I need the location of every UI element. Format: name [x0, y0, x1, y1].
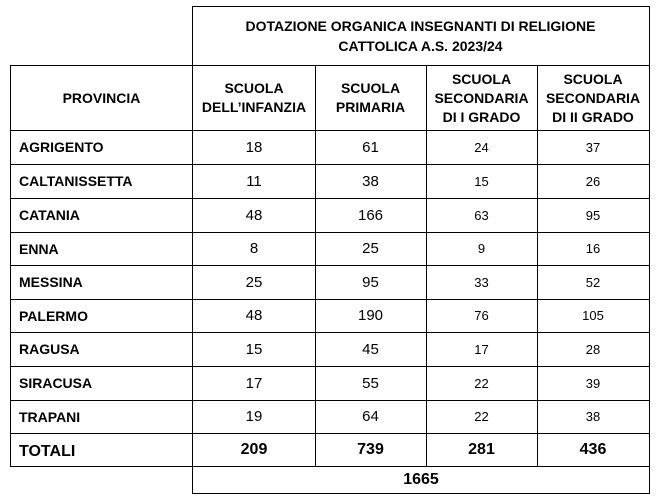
divider — [10, 65, 11, 467]
header-infanzia — [193, 66, 315, 130]
table-title-line-1: DOTAZIONE ORGANICA INSEGNANTI DI RELIGIONE — [245, 17, 596, 34]
row-primaria: 166 — [357, 206, 384, 224]
divider — [10, 299, 650, 300]
divider — [537, 65, 538, 467]
divider — [10, 232, 650, 233]
header-sec1-line-3: DI I GRADO — [442, 108, 521, 125]
row-infanzia: 25 — [245, 273, 263, 291]
divider — [649, 6, 650, 494]
row-primaria: 55 — [362, 374, 379, 392]
header-primaria-line-1: SCUOLA — [340, 80, 401, 96]
header-sec2 — [537, 66, 649, 130]
row-provincia: MESSINA — [19, 274, 83, 290]
row-sec1: 9 — [477, 241, 486, 256]
divider — [10, 400, 650, 401]
row-sec2: 37 — [585, 139, 601, 155]
divider — [10, 332, 650, 333]
divider — [10, 265, 650, 266]
header-infanzia-line-1: SCUOLA — [224, 80, 284, 96]
divider — [10, 130, 650, 131]
table-title-line-2: CATTOLICA A.S. 2023/24 — [338, 37, 503, 54]
row-sec1: 22 — [474, 409, 489, 424]
divider — [10, 164, 650, 165]
row-primaria: 25 — [362, 240, 379, 257]
row-sec2: 16 — [585, 241, 601, 256]
header-infanzia-line-2: DELL’INFANZIA — [201, 99, 307, 115]
row-provincia: PALERMO — [19, 307, 88, 324]
row-sec2: 26 — [585, 173, 601, 189]
header-sec2-line-2: SECONDARIA — [545, 89, 641, 106]
divider — [192, 6, 650, 7]
divider — [192, 466, 650, 467]
row-sec1: 76 — [474, 308, 489, 323]
row-sec1: 33 — [474, 274, 489, 290]
divider — [10, 433, 650, 434]
divider — [192, 6, 193, 494]
header-sec1 — [426, 66, 537, 130]
divider — [192, 493, 650, 494]
row-infanzia: 18 — [245, 138, 263, 156]
row-provincia: TRAPANI — [19, 408, 81, 425]
row-sec2: 39 — [585, 375, 601, 391]
total-infanzia: 209 — [240, 441, 268, 458]
grand-total: 1665 — [403, 471, 439, 488]
total-sec1: 281 — [468, 441, 495, 458]
divider — [10, 198, 650, 199]
header-provincia-label: PROVINCIA — [62, 89, 141, 106]
row-infanzia: 15 — [245, 340, 263, 358]
divider — [10, 366, 650, 367]
row-infanzia: 19 — [245, 408, 263, 425]
divider — [426, 65, 427, 467]
header-primaria-line-2: PRIMARIA — [335, 99, 406, 115]
totals-label: TOTALI — [19, 443, 76, 460]
row-provincia: CALTANISSETTA — [19, 173, 133, 189]
header-sec1-line-2: SECONDARIA — [434, 89, 529, 106]
row-sec2: 95 — [585, 207, 601, 223]
row-infanzia: 11 — [246, 172, 262, 190]
header-sec2-line-3: DI II GRADO — [552, 108, 634, 125]
total-primaria: 739 — [357, 441, 384, 458]
header-sec1-line-1: SCUOLA — [451, 70, 512, 87]
header-primaria — [315, 66, 426, 130]
header-sec2-line-1: SCUOLA — [563, 70, 623, 87]
row-infanzia: 48 — [245, 206, 263, 224]
row-primaria: 95 — [362, 273, 379, 291]
row-sec1: 24 — [474, 139, 489, 155]
divider — [10, 65, 650, 66]
total-sec2: 436 — [579, 441, 607, 458]
row-provincia: SIRACUSA — [19, 375, 93, 391]
row-sec1: 63 — [474, 207, 489, 223]
row-infanzia: 48 — [245, 307, 263, 324]
header-provincia — [10, 66, 193, 130]
table-title — [192, 6, 649, 65]
row-sec1: 15 — [474, 173, 489, 189]
row-infanzia: 8 — [249, 240, 259, 257]
row-provincia: ENNA — [19, 240, 59, 257]
row-sec1: 22 — [474, 375, 489, 391]
row-provincia: CATANIA — [19, 207, 80, 223]
row-infanzia: 17 — [245, 374, 263, 392]
row-primaria: 190 — [357, 307, 384, 324]
row-provincia: RAGUSA — [19, 341, 80, 357]
row-sec2: 52 — [585, 274, 601, 290]
row-primaria: 38 — [362, 172, 379, 190]
divider — [10, 466, 193, 467]
row-sec2: 28 — [585, 341, 601, 357]
row-primaria: 61 — [362, 138, 379, 156]
row-primaria: 45 — [362, 340, 379, 358]
row-primaria: 64 — [362, 408, 379, 425]
row-provincia: AGRIGENTO — [19, 139, 104, 155]
row-sec2: 38 — [585, 409, 601, 424]
divider — [315, 65, 316, 467]
row-sec1: 17 — [474, 341, 489, 357]
row-sec2: 105 — [582, 308, 604, 323]
